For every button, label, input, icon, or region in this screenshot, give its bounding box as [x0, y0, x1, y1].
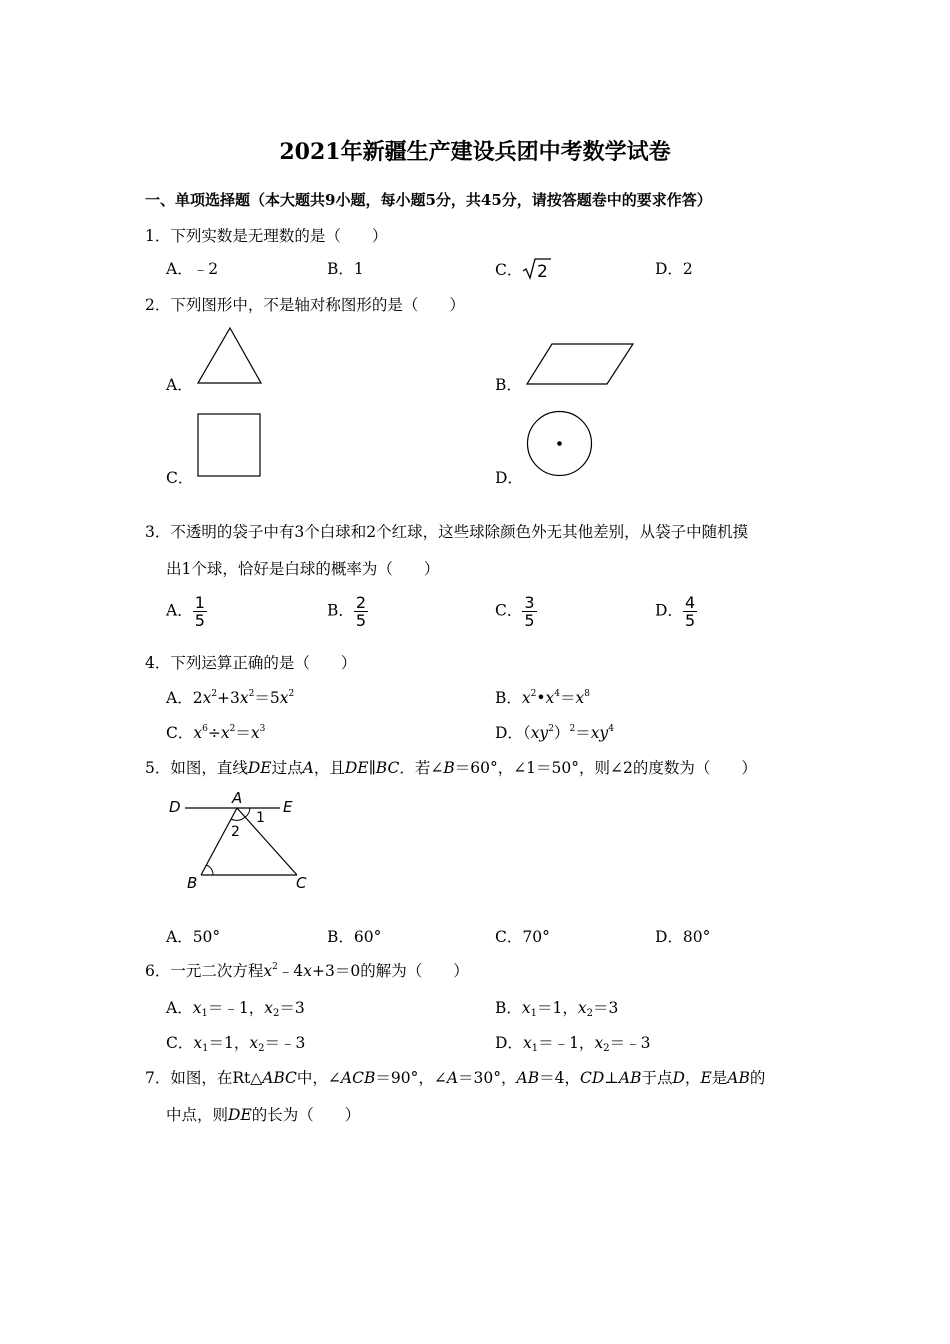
numerator: 3 [524, 593, 535, 612]
page-title: 2021年新疆生产建设兵团中考数学试卷 [279, 139, 671, 165]
fraction [354, 594, 368, 629]
q4-option-d: D．$(xy^2)^2=xy^4$ [495, 724, 614, 742]
q3-option-d-label: D． [655, 601, 683, 620]
q2-option-b-label: B． [495, 376, 522, 394]
q1-option-c-radicand: 2 [537, 262, 549, 281]
q5-option-c: C．70° [495, 928, 550, 946]
section-heading: 一、单项选择题（本大题共9小题，每小题5分，共45分，请按答题卷中的要求作答） [145, 191, 712, 209]
numerator: 2 [355, 593, 367, 612]
numerator: 1 [194, 593, 205, 612]
q1-option-c [495, 257, 552, 281]
q3-option-b-label: B． [327, 601, 354, 620]
denominator: 5 [684, 611, 696, 630]
q5-option-b: B．60° [327, 928, 382, 946]
question-4-stem: 4．下列运算正确的是（ ） [145, 654, 357, 672]
question-6-stem-prefix: 6．一元二次方程 [145, 962, 264, 980]
sqrt-sign-icon [522, 257, 552, 281]
q3-option-c [495, 594, 537, 629]
q5-option-d: D．80° [655, 928, 711, 946]
q6-option-c: C．$x_1=1$，$x_2=﹣3$ [166, 1034, 306, 1054]
question-2-stem: 2．下列图形中，不是轴对称图形的是（ ） [145, 296, 465, 314]
fraction [522, 594, 536, 629]
triangle-parallel-line-figure [165, 788, 315, 894]
q1-option-d: D．2 [655, 260, 693, 278]
q6-option-b: B．$x_1=1$，$x_2=3$ [495, 999, 619, 1019]
q6-option-a: A．$x_1=﹣1$，$x_2=3$ [166, 999, 305, 1019]
q4-option-b: B．$x^2•x^4=x^8$ [495, 689, 591, 707]
question-3-stem-line2: 出1个球，恰好是白球的概率为（ ） [166, 560, 440, 578]
q4-option-a: A．$2x^2+3x^2=5x^2$ [166, 689, 295, 707]
question-6-stem: 6．一元二次方程$x^2﹣4x+3=0$的解为（ ） [145, 962, 469, 980]
question-3-stem-line1: 3．不透明的袋子中有3个白球和2个红球，这些球除颜色外无其他差别，从袋子中随机摸 [145, 523, 749, 541]
fraction [683, 594, 697, 629]
label-2: 2 [231, 824, 240, 840]
label-1: 1 [256, 810, 265, 826]
parallelogram-figure [524, 341, 636, 387]
q3-option-d [655, 594, 697, 629]
q1-option-b: B．1 [327, 260, 364, 278]
question-7-stem-line2: 中点，则DE的长为（ ） [166, 1106, 361, 1124]
q1-option-c-label: C． [495, 261, 523, 279]
denominator: 5 [194, 611, 205, 630]
q4-option-c: C．$x^6\div x^2=x^3$ [166, 724, 266, 742]
question-5-stem-prefix: 5．如图，直线 [145, 759, 248, 777]
q3-option-a-label: A． [166, 601, 193, 620]
square-figure [196, 412, 263, 479]
q1-option-a: A．﹣2 [166, 260, 219, 278]
q2-option-a-label: A． [166, 376, 193, 394]
question-7-stem-prefix: 7．如图，在Rt△ [145, 1069, 263, 1087]
numerator: 4 [684, 593, 696, 612]
label-d: D [169, 798, 181, 816]
q3-option-c-label: C． [495, 601, 523, 620]
label-a: A [232, 789, 243, 807]
fraction [193, 594, 207, 629]
question-7-line2-prefix: 中点，则 [166, 1106, 229, 1124]
q5-option-a: A．50° [166, 928, 221, 946]
denominator: 5 [355, 611, 367, 630]
label-b: B [187, 874, 198, 892]
q2-option-c-label: C． [166, 469, 194, 487]
triangle-figure [195, 326, 265, 386]
q3-option-a [166, 594, 207, 629]
question-5-stem: 5．如图，直线DE过点A，且DE∥BC．若∠B＝60°，∠1＝50°，则∠2的度数为（ ） [145, 759, 757, 777]
label-c: C [296, 874, 307, 892]
question-1-stem: 1．下列实数是无理数的是（ ） [145, 227, 388, 245]
circle-figure [524, 409, 596, 481]
label-e: E [283, 798, 293, 816]
question-7-stem-line1: 7．如图，在Rt△ABC中，∠ACB＝90°，∠A＝30°，AB＝4，CD⊥AB于点D，E是AB的 [145, 1069, 766, 1087]
denominator: 5 [524, 611, 535, 630]
q3-option-b [327, 594, 368, 629]
q2-option-d-label: D． [495, 469, 523, 487]
q6-option-d: D．$x_1=﹣1$，$x_2=﹣3$ [495, 1034, 651, 1054]
